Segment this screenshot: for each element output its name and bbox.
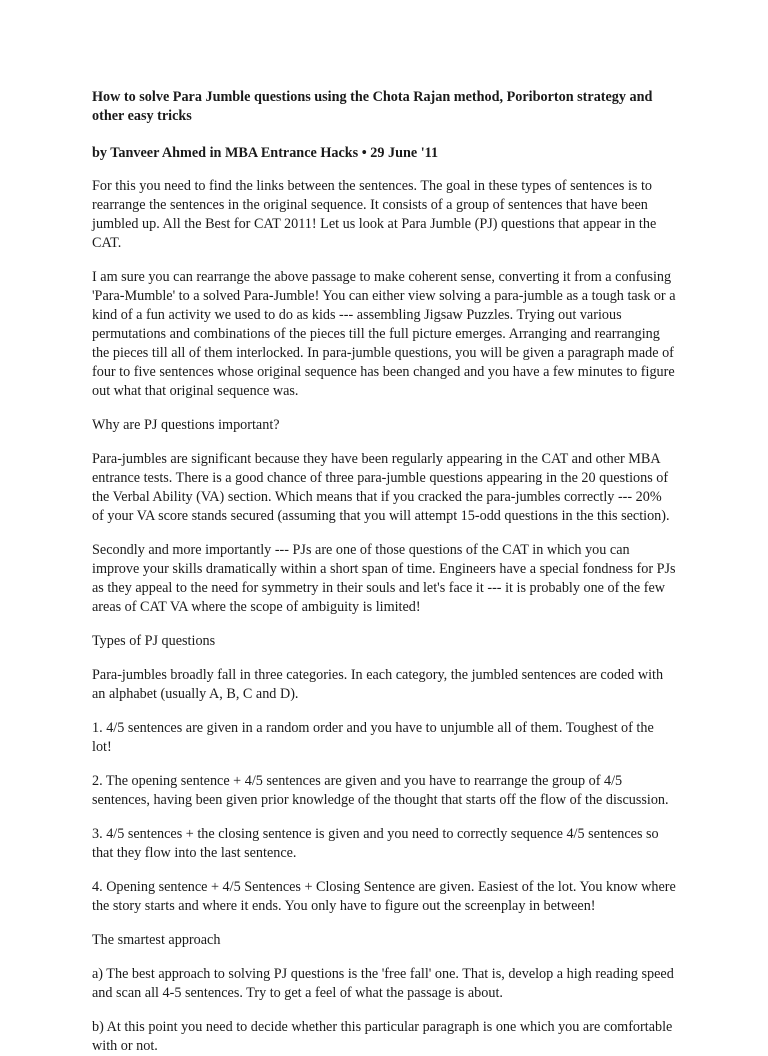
paragraph-rearrange: I am sure you can rearrange the above passage to make coherent sense, converting it from a confusing 'Para-Mumble' to a solved Para-Jumble! You can either view solving a para-jumble as a tough task or a kind of a fun activity we used to do as kids --- assembling Jigsaw Puzzles. Trying out various permutations and combinations of the pieces till the full picture emerges. Arranging and rearranging the pieces till all of them interlocked. In para-jumble questions, you will be given a paragraph made of four to five sentences whose original sequence has been changed and you have a few minutes to figure out what that original sequence was. (92, 269, 676, 399)
list-item-approach-b: b) At this point you need to decide whether this particular paragraph is one which you are comfortable with or not. (92, 1019, 673, 1054)
paragraph-intro: For this you need to find the links between the sentences. The goal in these types of sentences is to rearrange the sentences in the original sequence. It consists of a group of sentences that have been jumbled up. All the Best for CAT 2011! Let us look at Para Jumble (PJ) questions that appear in the CAT. (92, 178, 657, 251)
paragraph-categories: Para-jumbles broadly fall in three categories. In each category, the jumbled sentences are coded with an alphabet (usually A, B, C and D). (92, 667, 664, 702)
list-item-approach-a: a) The best approach to solving PJ questions is the 'free fall' one. That is, develop a high reading speed and scan all 4-5 sentences. Try to get a feel of what the passage is about. (92, 966, 674, 1001)
list-item-type-4: 4. Opening sentence + 4/5 Sentences + Closing Sentence are given. Easiest of the lot. You know where the story starts and where it ends. You only have to figure out the screenplay in between! (92, 879, 676, 914)
list-item-type-3: 3. 4/5 sentences + the closing sentence is given and you need to correctly sequence 4/5 sentences so that they flow into the last sentence. (92, 826, 659, 861)
heading-why-important: Why are PJ questions important? (92, 417, 280, 433)
heading-types: Types of PJ questions (92, 633, 216, 649)
document-byline: by Tanveer Ahmed in MBA Entrance Hacks • 29 June '11 (92, 145, 439, 161)
paragraph-secondly: Secondly and more importantly --- PJs are one of those questions of the CAT in which you can improve your skills dramatically within a short span of time. Engineers have a special fondness for PJs as they appeal to the need for symmetry in their souls and let's face it --- it is probably one of the few areas of CAT VA where the scope of ambiguity is limited! (92, 542, 676, 615)
document-title: How to solve Para Jumble questions using the Chota Rajan method, Poriborton strategy and other easy tricks (92, 89, 653, 124)
list-item-type-1: 1. 4/5 sentences are given in a random order and you have to unjumble all of them. Toughest of the lot! (92, 720, 654, 755)
heading-smartest-approach: The smartest approach (92, 932, 221, 948)
list-item-type-2: 2. The opening sentence + 4/5 sentences are given and you have to rearrange the group of 4/5 sentences, having been given prior knowledge of the thought that starts off the flow of the discussion. (92, 773, 669, 808)
paragraph-significance: Para-jumbles are significant because they have been regularly appearing in the CAT and other MBA entrance tests. There is a good chance of three para-jumble questions appearing in the 20 questions of the Verbal Ability (VA) section. Which means that if you cracked the para-jumbles correctly --- 20% of your VA score stands secured (assuming that you will attempt 15-odd questions in the this section). (92, 451, 670, 524)
